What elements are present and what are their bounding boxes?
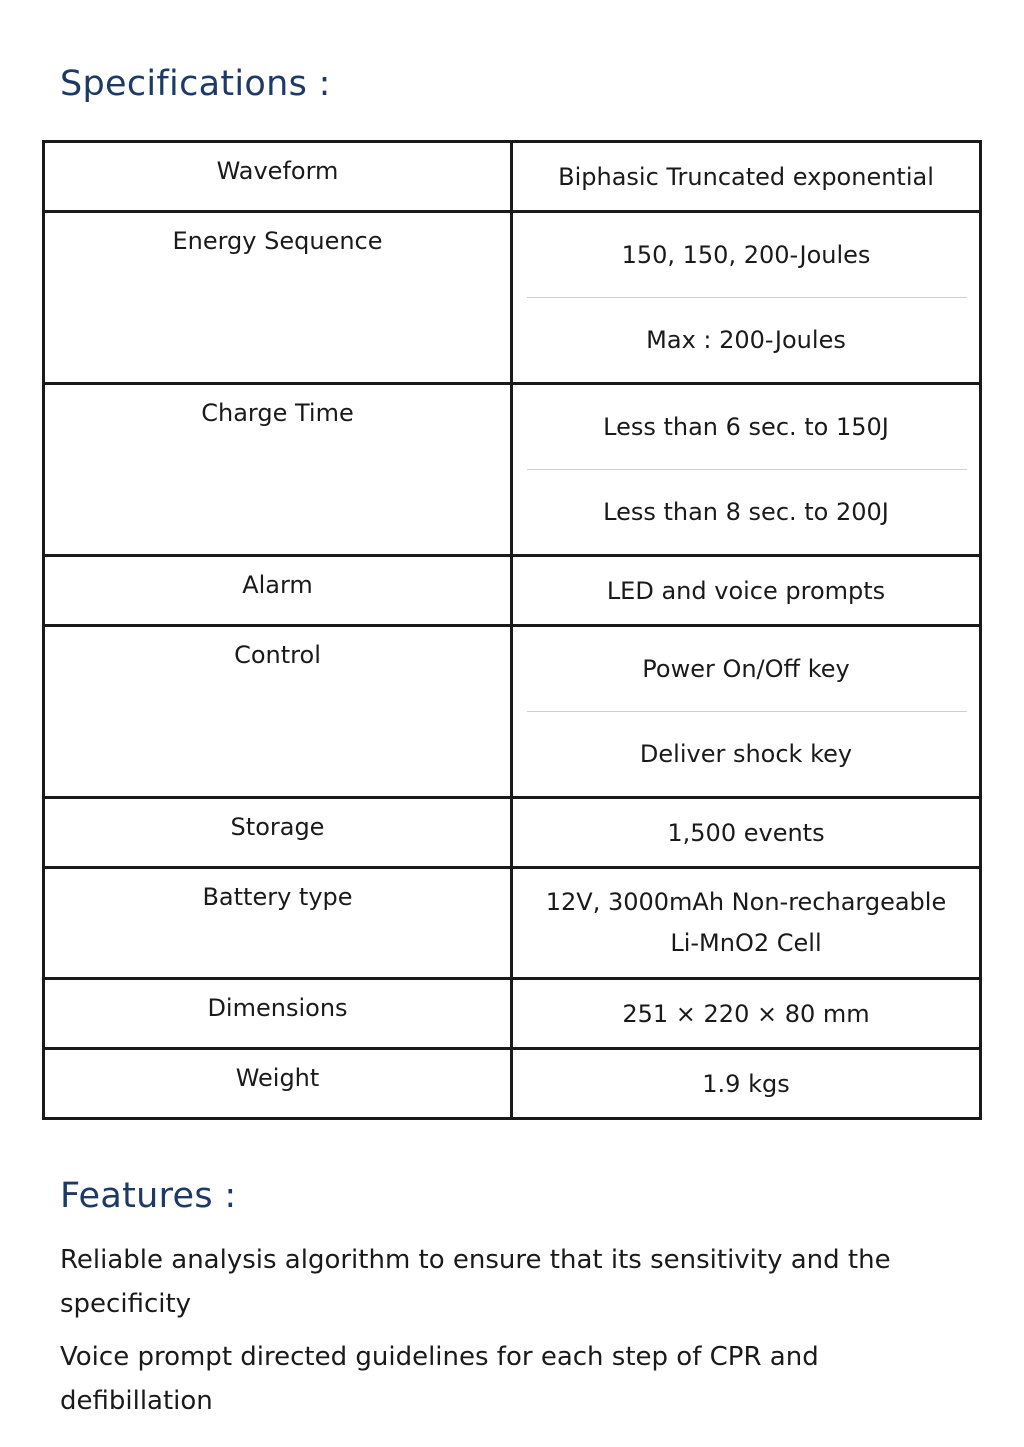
spec-value-cell: [512, 142, 981, 212]
spec-value: 12V, 3000mAh Non-rechargeable Li-MnO2 Cell: [545, 888, 947, 957]
spec-row-charge-time: [44, 384, 981, 556]
spec-value: 251 × 220 × 80 mm: [622, 999, 870, 1028]
spec-label: Dimensions: [44, 979, 512, 1049]
features-heading: Features :: [60, 1176, 237, 1216]
spec-label: Control: [44, 626, 512, 798]
spec-value-cell: [512, 868, 981, 979]
specifications-heading: Specifications :: [60, 64, 331, 104]
spec-label: Alarm: [44, 556, 512, 626]
features-list: [60, 1238, 960, 1432]
spec-row-alarm: [44, 556, 981, 626]
spec-row-waveform: [44, 142, 981, 212]
spec-label: Weight: [44, 1049, 512, 1119]
spec-label: Energy Sequence: [44, 212, 512, 384]
spec-value: Less than 6 sec. to 150J: [603, 413, 889, 441]
spec-value: Less than 8 sec. to 200J: [603, 498, 889, 526]
spec-value-cell: [512, 626, 981, 798]
spec-row-battery-type: [44, 868, 981, 979]
spec-value: LED and voice prompts: [606, 576, 886, 605]
spec-value: 1,500 events: [667, 818, 825, 847]
spec-row-dimensions: [44, 979, 981, 1049]
spec-row-control: [44, 626, 981, 798]
spec-value-cell: [512, 212, 981, 384]
spec-row-storage: [44, 798, 981, 868]
spec-row-weight: [44, 1049, 981, 1119]
spec-value-cell: [512, 556, 981, 626]
spec-label: Charge Time: [44, 384, 512, 556]
spec-value: 1.9 kgs: [702, 1069, 790, 1098]
spec-value: Biphasic Truncated exponential: [558, 162, 934, 191]
spec-label: Waveform: [44, 142, 512, 212]
feature-item: Voice prompt directed guidelines for each step of CPR and defibillation: [60, 1342, 819, 1416]
spec-value-cell: [512, 979, 981, 1049]
spec-value-cell: [512, 384, 981, 556]
spec-value: Max : 200-Joules: [646, 326, 846, 354]
specifications-table: [42, 140, 982, 1120]
spec-value: Power On/Off key: [642, 655, 850, 683]
spec-label: Storage: [44, 798, 512, 868]
spec-value: Deliver shock key: [639, 740, 853, 768]
spec-label: Battery type: [44, 868, 512, 979]
spec-value-cell: [512, 798, 981, 868]
spec-value-cell: [512, 1049, 981, 1119]
spec-row-energy-sequence: [44, 212, 981, 384]
feature-item: Reliable analysis algorithm to ensure that its sensitivity and the specificity: [60, 1245, 891, 1319]
spec-value: 150, 150, 200-Joules: [621, 241, 871, 269]
